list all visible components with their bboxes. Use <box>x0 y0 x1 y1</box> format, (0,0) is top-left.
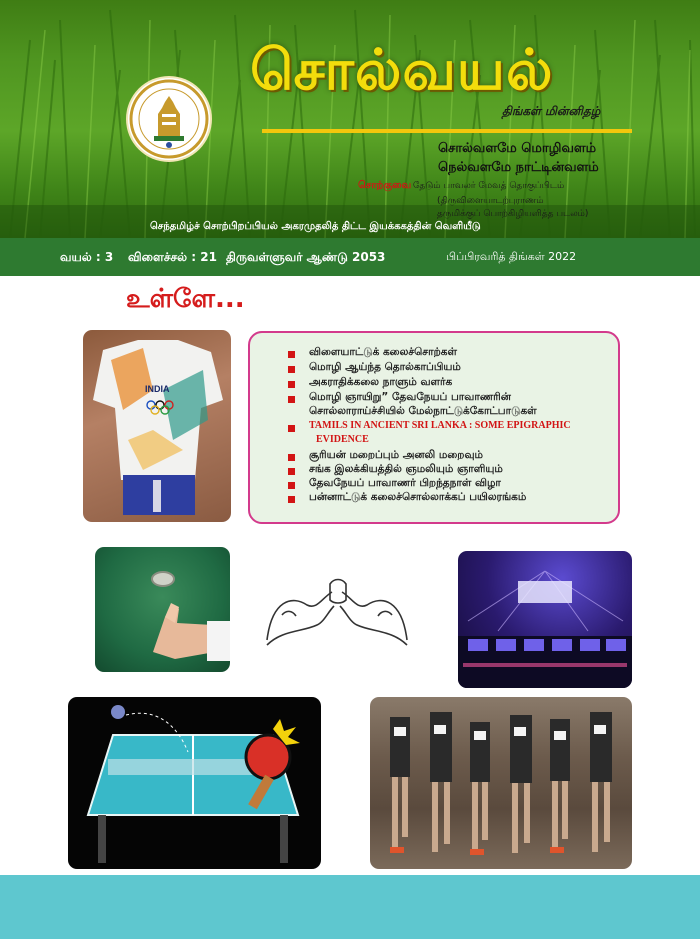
source-line-1: (திருவிளையாடற்புராணம் <box>437 196 544 206</box>
motto-line-1: சொல்வளமே மொழிவளம் <box>438 141 597 156</box>
source-line-2: தருமிக்குப் பொற்கிழியளித்த படலம்) <box>437 209 589 219</box>
toc-bullet <box>288 454 295 461</box>
toc-item[interactable]: பன்னாட்டுக் கலைச்சொல்லாக்கப் பயிலரங்கம் <box>309 491 527 503</box>
india-jersey-photo <box>83 330 231 522</box>
toc-bullet <box>288 482 295 489</box>
magazine-title: சொல்வயல் <box>250 38 554 103</box>
toc-bullet <box>288 381 295 388</box>
issue-number: விளைச்சல் : 21 <box>128 250 217 264</box>
sorkuvai-tagline: தேடும் பாவலர் மேவத் தொகுப்பிடம் <box>413 181 565 191</box>
toc-item-continued[interactable]: சொல்லாராய்ச்சியில் மேல்நாட்டுக்கோட்பாடுகள் <box>309 405 537 417</box>
toc-item[interactable]: தேவநேயப் பாவாணர் பிறந்தநாள் விழா <box>309 477 501 489</box>
toc-item-english[interactable]: TAMILS IN ANCIENT SRI LANKA : SOME EPIGRAPHIC <box>309 420 571 431</box>
issue-volume: வயல் : 3 <box>60 250 114 264</box>
issue-month: பிப்பிரவரித் திங்கள் 2022 <box>446 250 577 263</box>
sorkuvai-label: சொற்குவை <box>358 180 412 191</box>
magazine-subtitle: திங்கள் மின்னிதழ் <box>502 104 601 118</box>
toc-item-english-continued[interactable]: EVIDENCE <box>316 434 369 445</box>
toc-bullet <box>288 425 295 432</box>
toc-bullet <box>288 468 295 475</box>
coin-toss-photo <box>95 547 230 672</box>
toc-item[interactable]: விளையாட்டுக் கலைச்சொற்கள் <box>309 346 457 358</box>
toc-item[interactable]: சங்க இலக்கியத்தில் ஞமலியும் ஞாளியும் <box>309 463 503 475</box>
marathon-runners-photo <box>370 697 632 869</box>
arm-wrestling-sketch <box>262 570 412 654</box>
toc-item[interactable]: மொழி ஆய்ந்த தொல்காப்பியம் <box>309 361 461 373</box>
contents-heading: உள்ளே... <box>126 284 245 314</box>
toc-bullet <box>288 396 295 403</box>
tamil-nadu-emblem <box>128 78 210 160</box>
publisher-line: செந்தமிழ்ச் சொற்பிறப்பியல் அகரமுதலித் திட்ட இயக்ககத்தின் வெளியீடு <box>150 221 481 232</box>
toc-item[interactable]: மொழி ஞாயிறு” தேவநேயப் பாவாணரின் <box>309 391 511 403</box>
masthead <box>0 0 700 238</box>
toc-bullet <box>288 366 295 373</box>
toc-bullet <box>288 351 295 358</box>
footer-edge <box>0 939 700 951</box>
esports-arena-photo <box>458 551 632 688</box>
footer-band <box>0 875 700 939</box>
toc-bullet <box>288 496 295 503</box>
toc-item[interactable]: அகராதிக்கலை நாளும் வளர்க <box>309 376 453 388</box>
motto-line-2: நெல்வளமே நாட்டின்வளம் <box>438 160 599 175</box>
jersey-text: INDIA <box>145 384 170 394</box>
title-divider <box>262 129 632 133</box>
table-tennis-illustration <box>68 697 321 869</box>
toc-item[interactable]: சூரியன் மறைப்பும் அனலி மறைவும் <box>309 449 483 461</box>
issue-year: திருவள்ளுவர் ஆண்டு 2053 <box>226 250 386 264</box>
